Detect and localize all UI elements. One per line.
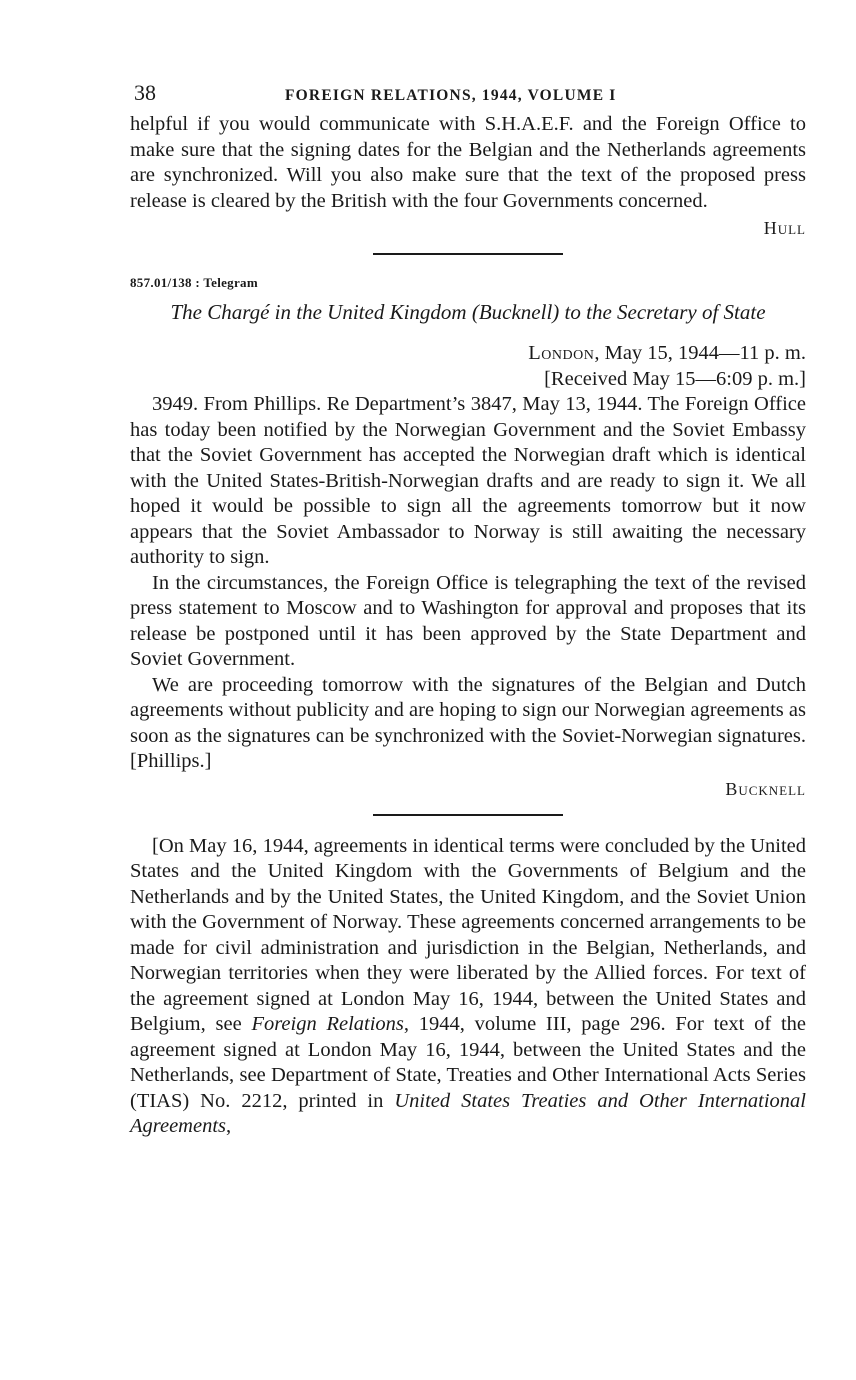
editorial-citation: Foreign Relations <box>251 1013 404 1035</box>
telegram-paragraph: 3949. From Phillips. Re Department’s 3847, May 13, 1944. The Foreign Office has today been notified by the Norwegian Government and the Soviet Embassy that the Soviet Government has accepted the Norwegian draft which is identical with the United States-British-Norwegian drafts and are ready to sign it. We all hoped it would be possible to sign all the agreements tomorrow but it now appears that the Soviet Ambassador to Norway is still awaiting the necessary authority to sign. <box>130 393 806 568</box>
editorial-note <box>130 834 806 1140</box>
page-number: 38 <box>134 80 156 105</box>
continuation-paragraph: helpful if you would communicate with S.H.A.E.F. and the Foreign Office to make sure that the signing dates for the Belgian and the Netherlands agreements are synchronized. Will you also make sure that the text of the proposed press release is cleared by the British with the four Governments concerned. <box>130 113 806 212</box>
received-note: [Received May 15—6:09 p. m.] <box>544 368 806 390</box>
telegram-paragraph: In the circumstances, the Foreign Office is telegraphing the text of the revised press statement to Moscow and to Washington for approval and proposes that its release be postponed until it has been approved by the State Department and Soviet Government. <box>130 571 806 670</box>
document-title: The Chargé in the United Kingdom (Bucknell) to the Secretary of State <box>170 300 766 324</box>
signature-bucknell: Bucknell <box>725 778 806 799</box>
telegram-paragraph: We are proceeding tomorrow with the signatures of the Belgian and Dutch agreements without publicity and are hoping to sign our Norwegian agreements as soon as the signatures can be synchronized with the Soviet-Norwegian signatures. [Phillips.] <box>130 673 806 772</box>
running-header <box>130 78 806 112</box>
dateline-date: , May 15, 1944—11 p. m. <box>594 342 806 364</box>
signature-hull: Hull <box>763 218 806 238</box>
section-divider <box>373 814 563 816</box>
editorial-text: [On May 16, 1944, agreements in identical terms were concluded by the United States and the United Kingdom with the Governments of Belgium and the Netherlands and by the United States, the United Kingdom, and the Soviet Union with the Government of Norway. These agreements concerned arrangements to be made for civil administration and jurisdiction in the Belgian, Netherlands, and Norwegian territories when they were liberated by the Allied forces. For text of the agreement signed at London May 16, 1944, between the United States and Belgium, see <box>130 834 806 1035</box>
dateline-place: London <box>528 342 595 364</box>
editorial-text: , 1944, volume III, page 296. For text of the agreement signed at London May 16, 1944, between the United States and the Netherlands, see Department of State, Treaties and Other International Acts Series (TIAS) No. 2212, printed in <box>130 1013 806 1112</box>
section-divider <box>373 253 563 255</box>
dateline <box>130 340 806 366</box>
editorial-text: , <box>226 1115 232 1137</box>
file-reference: 857.01/138 : Telegram <box>130 275 258 290</box>
running-title: FOREIGN RELATIONS, 1944, VOLUME I <box>285 87 617 104</box>
editorial-citation: United States Treaties and Other International Agreements <box>130 1089 807 1137</box>
document-page <box>130 78 806 1140</box>
